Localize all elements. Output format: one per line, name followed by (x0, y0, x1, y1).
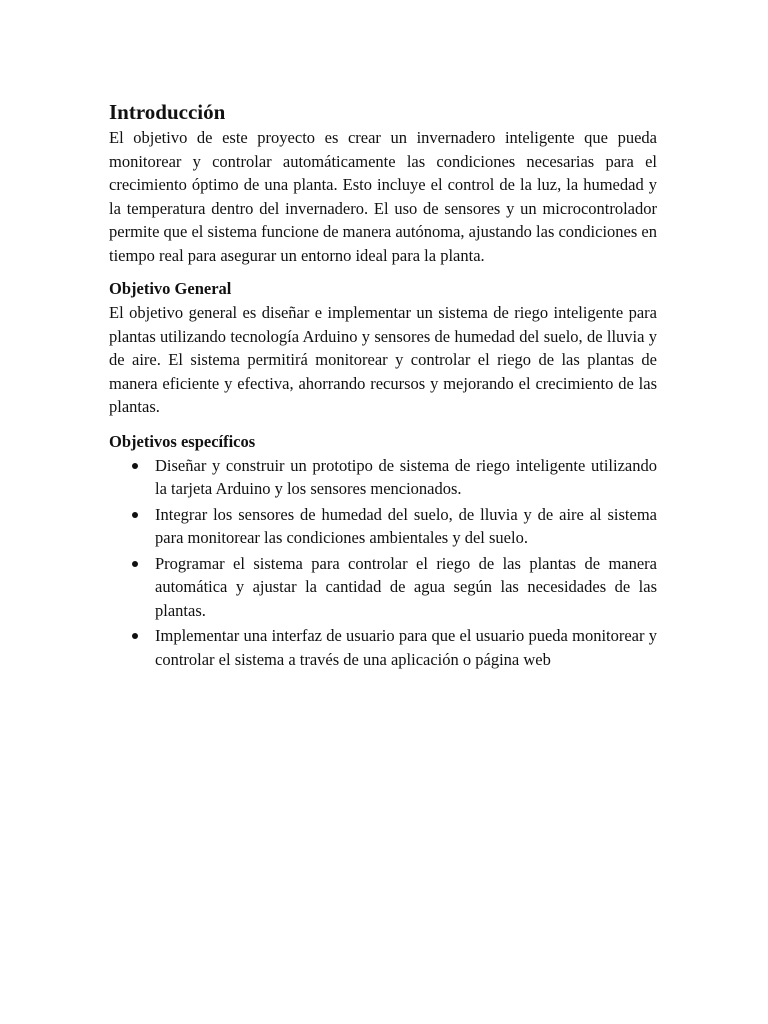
intro-heading: Introducción (109, 100, 226, 124)
document-page (109, 98, 657, 673)
general-objective-paragraph: El objetivo general es diseñar e implementar un sistema de riego inteligente para plantas utilizando tecnología Arduino y sensores de humedad del suelo, de lluvia y de aire. El sistema permitirá monitorear y controlar el riego de las plantas de manera eficiente y efectiva, ahorrando recursos y mejorando el crecimiento de las plantas. (109, 303, 657, 416)
list-item (109, 454, 657, 501)
list-item-text: Implementar una interfaz de usuario para que el usuario pueda monitorear y controlar el sistema a través de una aplicación o página web (155, 626, 657, 669)
spacer (109, 267, 657, 277)
intro-paragraph: El objetivo de este proyecto es crear un invernadero inteligente que pueda monitorear y controlar automáticamente las condiciones necesarias para el crecimiento óptimo de una planta. Esto incluye el control de la luz, la humedad y la temperatura dentro del invernadero. El uso de sensores y un microcontrolador permite que el sistema funcione de manera autónoma, ajustando las condiciones en tiempo real para asegurar un entorno ideal para la planta. (109, 128, 657, 265)
specific-objectives-list (109, 454, 657, 672)
list-item (109, 624, 657, 671)
general-objective-heading: Objetivo General (109, 279, 232, 298)
bullet-icon (132, 561, 138, 567)
list-item-text: Programar el sistema para controlar el riego de las plantas de manera automática y ajustar la cantidad de agua según las necesidades de las plantas. (155, 553, 657, 620)
spacer (109, 419, 657, 430)
bullet-icon (132, 463, 138, 469)
specific-objectives-heading: Objetivos específicos (109, 431, 256, 451)
list-item (109, 503, 657, 550)
bullet-icon (132, 633, 138, 639)
bullet-icon (132, 512, 138, 518)
list-item (109, 552, 657, 623)
list-item-text: Integrar los sensores de humedad del suelo, de lluvia y de aire al sistema para monitorear las condiciones ambientales y del suelo. (155, 504, 657, 547)
list-item-text: Diseñar y construir un prototipo de sistema de riego inteligente utilizando la tarjeta Arduino y los sensores mencionados. (155, 455, 657, 498)
